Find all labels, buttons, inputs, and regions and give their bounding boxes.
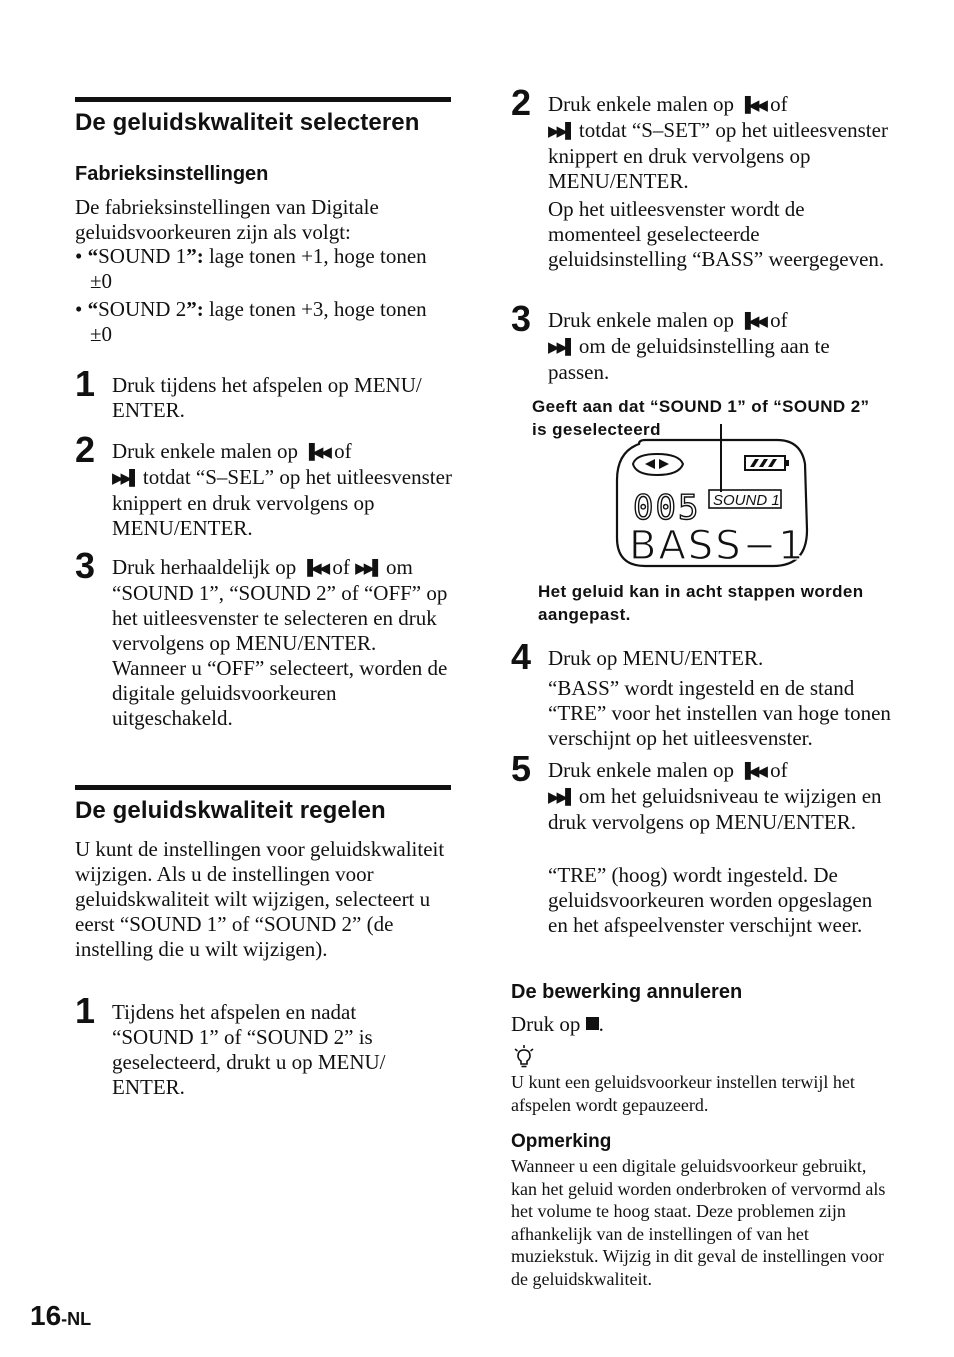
section-rule [75,785,451,790]
previous-track-icon: ▐◀◀ [301,559,328,577]
cancel-heading: De bewerking annuleren [511,981,743,1003]
factory-settings-heading: Fabrieksinstellingen [75,163,269,185]
step-text: Druk enkele malen op ▐◀◀ of ▶▶▌ om de geluidsinstelling aan te passen. [548,308,830,384]
step-number: 1 [75,363,96,404]
step-number: 2 [511,82,532,123]
adjust-intro: U kunt de instellingen voor geluidskwaliteit wijzigen. Als u de instellingen voor geluidskwaliteit wilt wijzigen, selecteert u eerst “SOUND 1” of “SOUND 2” (de instelling die u wilt wijzigen). [75,837,445,961]
next-track-icon: ▶▶▌ [548,122,574,140]
step-note: “BASS” wordt ingesteld en de stand “TRE” voor het instellen van hoge tonen verschijnt op het uitleesvenster. [548,676,891,750]
step-text: Druk tijdens het afspelen op MENU/ ENTER. [112,373,422,422]
stop-icon [586,1017,599,1030]
step-number: 3 [75,545,96,586]
bullet-sound2: • “SOUND 2”: lage tonen +3, hoge tonen ±0 [75,297,427,346]
next-track-icon: ▶▶▌ [112,469,138,487]
note-text: Wanneer u een digitale geluidsvoorkeur gebruikt, kan het geluid worden onderbroken of vervormd als het volume te hoog staat. Deze problemen zijn afhankelijk van de instellingen of van het muziekstuk. Wijzig in dit geval de instellingen voor de geluidskwaliteit. [511,1156,886,1289]
bullet-sound1: • “SOUND 1”: lage tonen +1, hoge tonen ±0 [75,244,427,293]
step-number: 4 [511,636,532,677]
step-number: 1 [75,990,96,1031]
step-note: “TRE” (hoog) wordt ingesteld. De geluidsvoorkeuren worden opgeslagen en het afspeelvenster verschijnt weer. [548,863,873,937]
step-text: Tijdens het afspelen en nadat “SOUND 1” of “SOUND 2” is geselecteerd, drukt u op MENU/ ENTER. [112,1000,386,1099]
page-number: 16-NL [30,1300,92,1331]
step-text: Druk herhaaldelijk op ▐◀◀ of ▶▶▌ om “SOUND 1”, “SOUND 2” of “OFF” op het uitleesvenster te selecteren en druk vervolgens op MENU/ENTER. Wanneer u “OFF” selecteert, worden de digitale geluidsvoorkeuren uitgeschakeld. [112,555,448,730]
section-title-adjust: De geluidskwaliteit regelen [75,797,386,824]
note-heading: Opmerking [511,1131,612,1152]
next-track-icon: ▶▶▌ [548,788,574,806]
previous-track-icon: ▐◀◀ [739,312,765,330]
previous-track-icon: ▐◀◀ [739,762,765,780]
step-text: Druk enkele malen op ▐◀◀ of ▶▶▌ om het geluidsniveau te wijzigen en druk vervolgens op MENU/ENTER. [548,758,882,834]
step-number: 3 [511,298,532,339]
previous-track-icon: ▐◀◀ [303,443,329,461]
section-title-select: De geluidskwaliteit selecteren [75,109,420,136]
section-rule [75,97,451,102]
next-track-icon: ▶▶▌ [548,338,574,356]
step-text: Druk enkele malen op ▐◀◀ of ▶▶▌ totdat “S–SEL” op het uitleesvenster knippert en druk vervolgens op MENU/ENTER. [112,439,452,540]
cancel-text: Druk op . [511,1012,604,1036]
previous-track-icon: ▐◀◀ [739,96,765,114]
tip-icon [513,1044,535,1068]
step-text: Druk op MENU/ENTER. [548,646,764,670]
next-track-icon: ▶▶▌ [355,559,381,577]
lcd-display [611,420,811,570]
step-number: 5 [511,748,532,789]
lcd-caption-top: Geeft aan dat “SOUND 1” of “SOUND 2” is geselecteerd [532,397,870,439]
tip-text: U kunt een geluidsvoorkeur instellen terwijl het afspelen wordt gepauzeerd. [511,1072,855,1115]
step-text: Druk enkele malen op ▐◀◀ of ▶▶▌ totdat “S–SET” op het uitleesvenster knippert en druk vervolgens op MENU/ENTER. [548,92,888,193]
lcd-caption-bottom: Het geluid kan in acht stappen worden aangepast. [538,582,864,624]
step-number: 2 [75,429,96,470]
factory-intro: De fabrieksinstellingen van Digitale geluidsvoorkeuren zijn als volgt: [75,195,379,244]
step-note: Op het uitleesvenster wordt de momenteel geselecteerde geluidsinstelling “BASS” weergegeven. [548,197,885,271]
sound-badge: SOUND 1 [713,492,780,509]
lcd-digits: 005 [633,488,701,528]
lcd-main-text: BASS−1 [629,523,806,569]
disc-icon [633,454,683,475]
